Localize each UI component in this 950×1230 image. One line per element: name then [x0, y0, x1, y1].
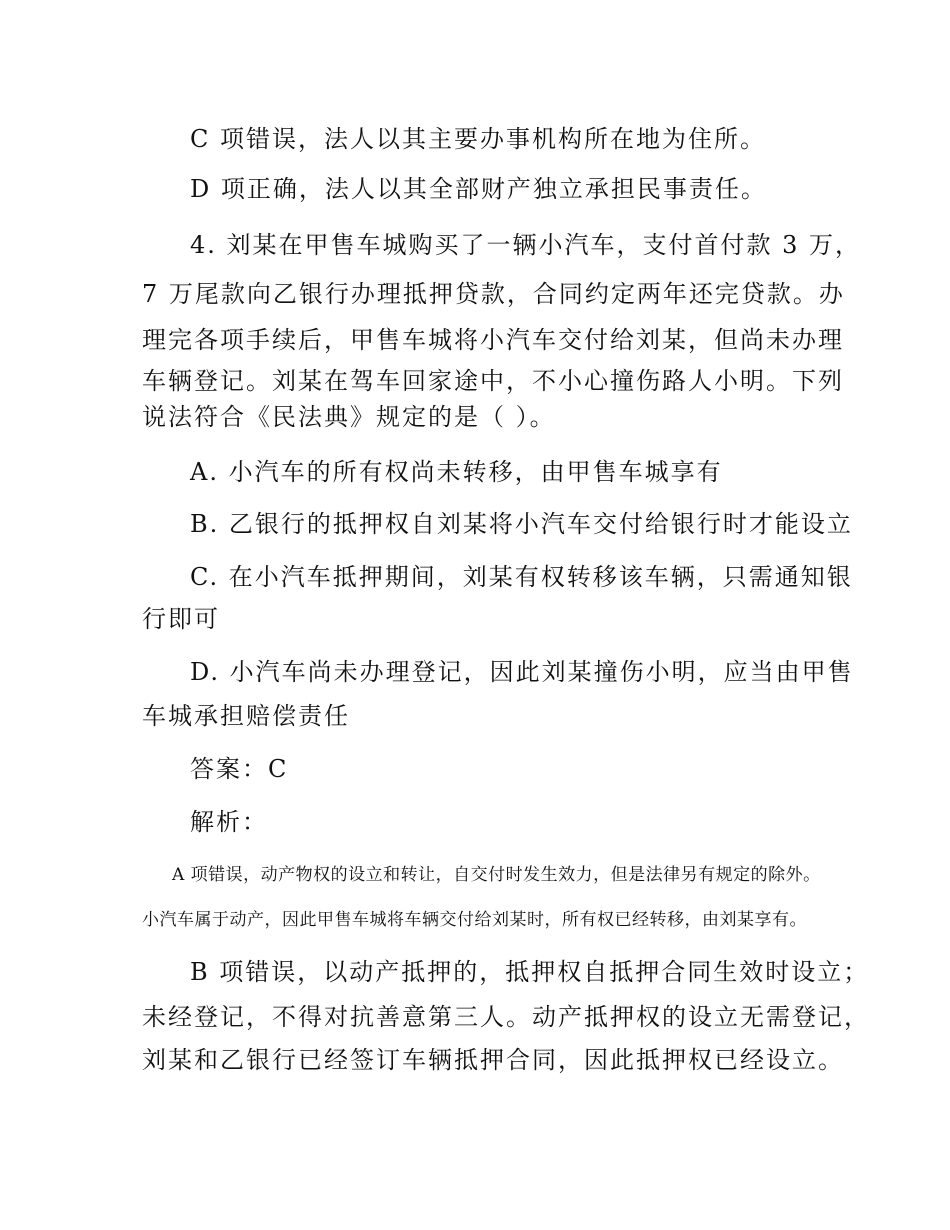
question-4-line-3: 理完各项手续后，甲售车城将小汽车交付给刘某，但尚未办理	[142, 326, 844, 354]
explanation-heading: 解析：	[190, 808, 268, 836]
option-d-line-2: 车城承担赔偿责任	[142, 702, 350, 730]
explanation-b-line-2: 未经登记，不得对抗善意第三人。动产抵押权的设立无需登记，	[142, 1003, 870, 1031]
option-c-line-2: 行即可	[142, 605, 220, 633]
option-b: B. 乙银行的抵押权自刘某将小汽车交付给银行时才能设立	[190, 510, 853, 538]
analysis-d-line: D 项正确，法人以其全部财产独立承担民事责任。	[190, 175, 767, 203]
answer-line: 答案：C	[190, 755, 289, 783]
analysis-c-line: C 项错误，法人以其主要办事机构所在地为住所。	[190, 125, 766, 153]
question-4-line-5: 说法符合《民法典》规定的是（ ）。	[142, 403, 556, 431]
explanation-b-line-1: B 项错误，以动产抵押的，抵押权自抵押合同生效时设立；	[190, 958, 870, 986]
explanation-a-line-1: A 项错误，动产物权的设立和转让，自交付时发生效力，但是法律另有规定的除外。	[172, 865, 821, 885]
option-d-line-1: D. 小汽车尚未办理登记，因此刘某撞伤小明，应当由甲售	[190, 658, 854, 686]
question-4-line-1: 4. 刘某在甲售车城购买了一辆小汽车，支付首付款 3 万，	[190, 231, 862, 259]
explanation-a-line-2: 小汽车属于动产，因此甲售车城将车辆交付给刘某时，所有权已经转移，由刘某享有。	[142, 910, 807, 930]
option-c-line-1: C. 在小汽车抵押期间，刘某有权转移该车辆，只需通知银	[190, 563, 853, 591]
option-a: A. 小汽车的所有权尚未转移，由甲售车城享有	[190, 458, 723, 486]
question-4-line-4: 车辆登记。刘某在驾车回家途中，不小心撞伤路人小明。下列	[142, 367, 844, 395]
question-4-line-2: 7 万尾款向乙银行办理抵押贷款，合同约定两年还完贷款。办	[142, 280, 845, 308]
explanation-b-line-3: 刘某和乙银行已经签订车辆抵押合同，因此抵押权已经设立。	[142, 1046, 844, 1074]
